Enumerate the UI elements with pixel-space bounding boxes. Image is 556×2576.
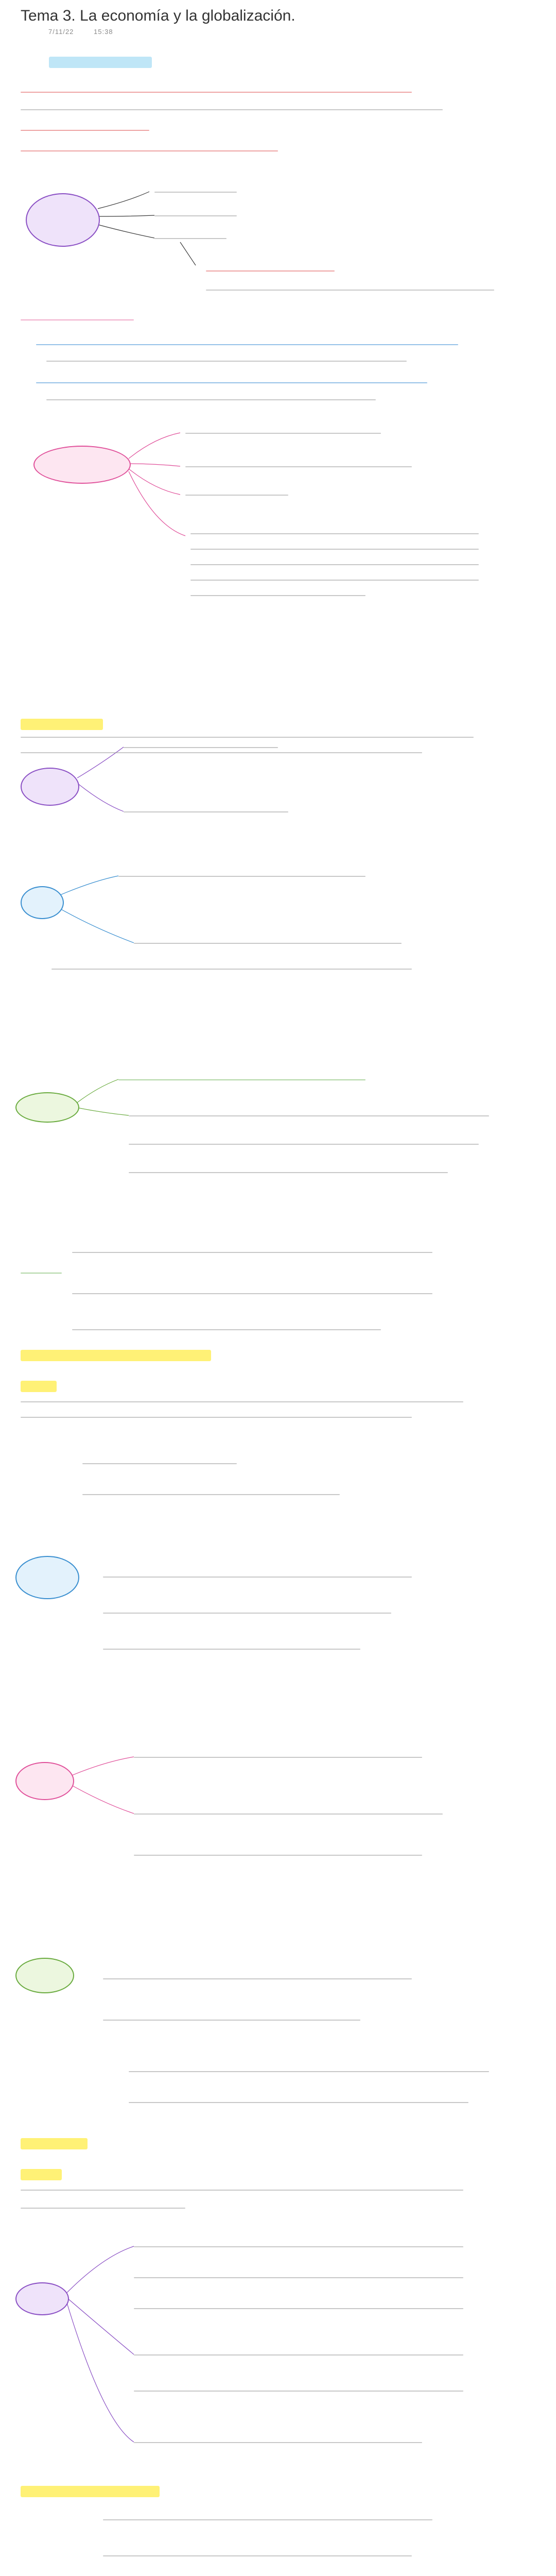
section-heading-highlight bbox=[21, 1381, 57, 1392]
section-heading-highlight bbox=[21, 1350, 211, 1361]
section-heading-highlight bbox=[21, 2169, 62, 2180]
mind-map-node bbox=[15, 2282, 69, 2315]
mind-map-node bbox=[21, 768, 79, 806]
note-date: 7/11/22 bbox=[48, 28, 74, 36]
section-heading-highlight bbox=[21, 719, 103, 730]
mind-map-node bbox=[15, 1556, 79, 1599]
section-heading-highlight bbox=[49, 57, 152, 68]
mind-map-node bbox=[26, 193, 100, 247]
note-meta bbox=[48, 28, 131, 36]
mind-map-node bbox=[33, 446, 131, 484]
mind-map-node bbox=[21, 886, 64, 919]
note-time: 15:38 bbox=[94, 28, 113, 36]
mind-map-node bbox=[15, 1762, 74, 1800]
section-heading-highlight bbox=[21, 2138, 88, 2149]
mind-map-node bbox=[15, 1958, 74, 1993]
section-heading-highlight bbox=[21, 2486, 160, 2497]
page-title: Tema 3. La economía y la globalización. bbox=[21, 7, 296, 24]
mind-map-node bbox=[15, 1092, 79, 1123]
